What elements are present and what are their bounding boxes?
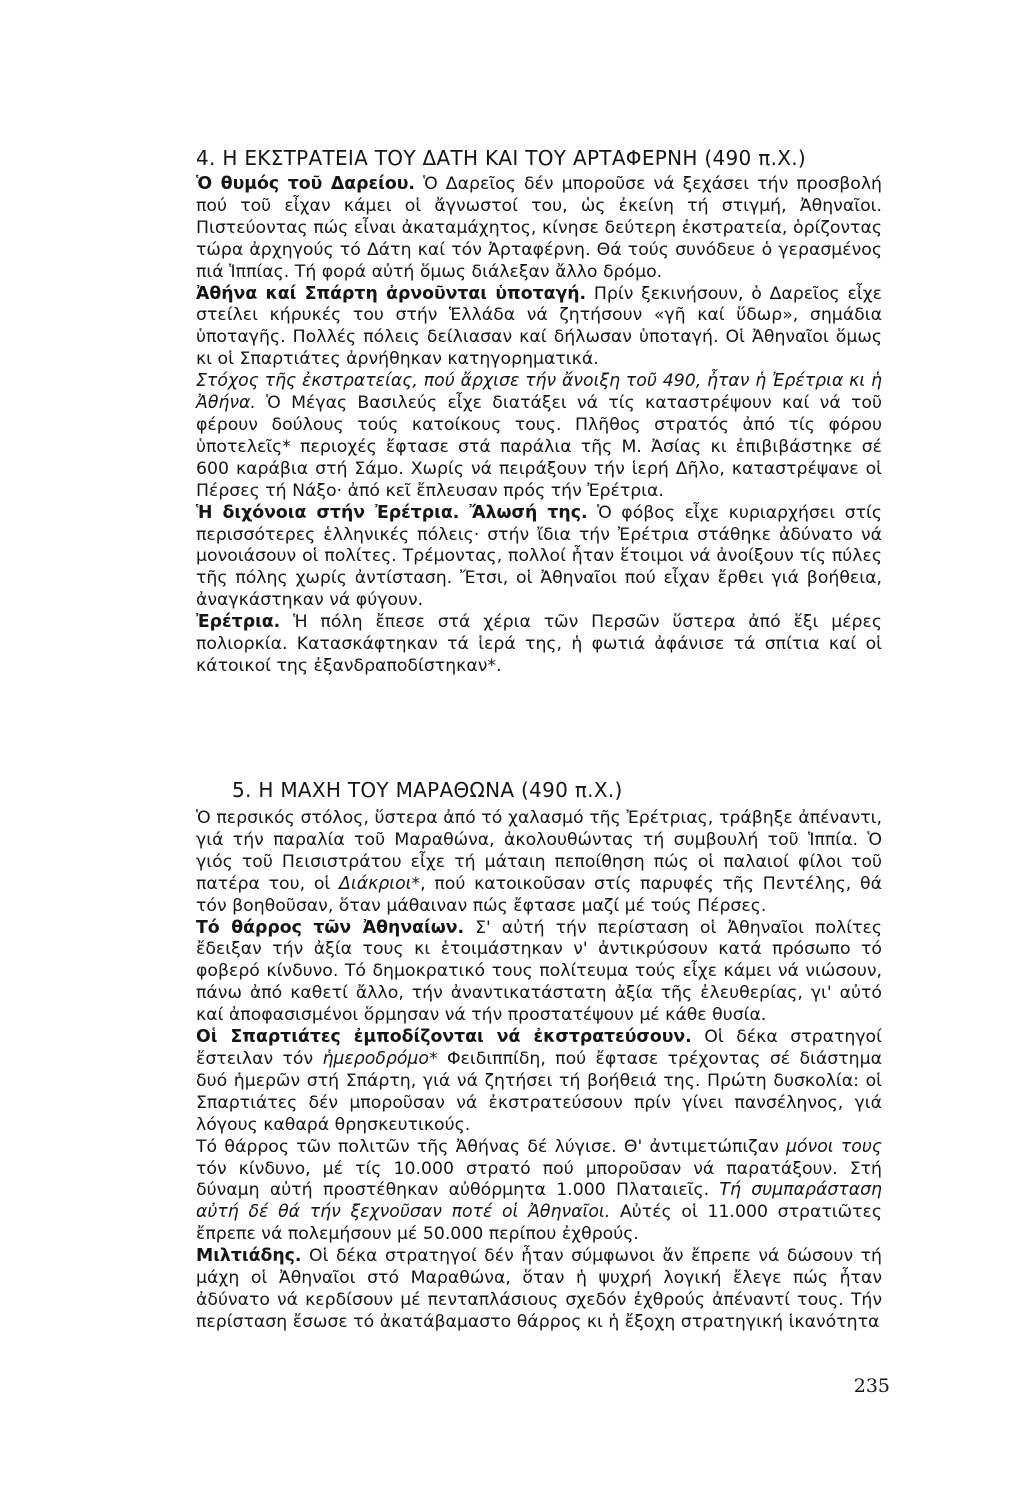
paragraph-lead: Μιλτιάδης. [196,1246,302,1267]
page-number: 235 [853,1375,890,1397]
paragraph-text: Πρίν ξεκινήσουν, ὁ Δαρεῖος εἶχε στείλει κήρυκές του στήν Ἑλλάδα νά ζητήσουν «γῆ καί ὕδωρ», σημάδια ὑποταγῆς. Πολλές πόλεις δείλιασαν καί δήλωσαν ὑποταγή. Οἱ Ἀθηναῖοι ὅμως κι οἱ Σπαρτιάτες ἀρνήθηκαν κατηγορηματικά. [196,283,883,370]
paragraph [196,918,882,1028]
paragraph-text: Ὁ Δαρεῖος δέν μποροῦσε νά ξεχάσει τήν προσβολή πού τοῦ εἶχαν κάμει οἱ ἄγνωστοί του, ὡς ἐκείνη τή στιγμή, Ἀθηναῖοι. Πιστεύοντας πώς εἶναι ἀκαταμάχητος, κίνησε δεύτερη ἐκστρατεία, ὁρίζοντας τώρα ἀρχηγούς τό Δάτη καί τόν Ἀρταφέρνη. Θά τούς συνόδευε ὁ γερασμένος πιά Ἱππίας. Τή φορά αὐτή ὅμως διάλεξαν ἄλλο δρόμο. [196,174,883,282]
paragraph-lead: Ἡ διχόνοια στήν Ἐρέτρια. Ἄλωσή της. [196,502,588,523]
section-5 [196,778,882,1334]
paragraph-italic: Στόχος τῆς ἐκστρατείας, πού ἄρχισε τήν ἄνοιξη τοῦ 490, ἦταν ἡ Ἐρέτρια κι ἡ Ἀθήνα. [196,371,882,414]
paragraph-italic: ἡμεροδρόμο* [322,1048,438,1069]
paragraph-lead: Ἀθήνα καί Σπάρτη ἀρνοῦνται ὑποταγή. [196,283,587,304]
paragraph [196,503,882,613]
section-5-heading: 5. Η ΜΑΧΗ ΤΟΥ ΜΑΡΑΘΩΝΑ (490 π.Χ.) [232,778,623,802]
section-4 [196,146,882,678]
paragraph-text: τόν κίνδυνο, μέ τίς 10.000 στρατό πού μποροῦσαν νά παρατάξουν. Στή δύναμη αὐτή προστέθηκαν αὐθόρμητα 1.000 Πλαταιεῖς. [196,1158,882,1201]
paragraph-italic: Διάκριοι* [339,873,421,894]
paragraph-text: Τό θάρρος τῶν πολιτῶν τῆς Ἀθήνας δέ λύγισε. Θ' ἀντιμετώπιζαν [196,1136,786,1157]
paragraph-text: Σ' αὐτή τήν περίσταση οἱ Ἀθηναῖοι πολίτες ἔδειξαν τήν ἀξία τους κι ἑτοιμάστηκαν ν' ἀντικρύσουν κατά πρόσωπο τό φοβερό κίνδυνο. Τό δημοκρατικό τους πολίτευμα τούς εἶχε κάμει νά νιώσουν, πάνω ἀπό καθετί ἄλλο, τήν ἀναντικατάστατη ἀξία τῆς ἐλευθερίας, γι' αὐτό καί ἀποφασισμένοι ὅρμησαν νά τήν προστατέψουν μέ κάθε θυσία. [196,917,882,1026]
paragraph-lead: Τό θάρρος τῶν Ἀθηναίων. [196,917,465,938]
paragraph [196,1137,882,1247]
paragraph-lead: Οἱ Σπαρτιάτες ἐμποδίζονται νά ἐκστρατεύσουν. [196,1027,692,1048]
paragraph-text: Οἱ δέκα στρατηγοί δέν ἦταν σύμφωνοι ἄν ἔπρεπε νά δώσουν τή μάχη οἱ Ἀθηναῖοι στό Μαραθώνα, ὅταν ἡ ψυχρή λογική ἔλεγε πώς ἦταν ἀδύνατο νά κερδίσουν μέ πενταπλάσιους σχεδόν ἐχθρούς ἀπέναντί τους. Τήν περίσταση ἔσωσε τό ἀκατάβαμαστο θάρρος κι ἡ ἔξοχη στρατηγική ἱκανότητα [196,1246,882,1332]
paragraph [196,1027,882,1137]
paragraph [196,371,882,502]
paragraph-text: Οἱ δέκα στρατηγοί ἔστειλαν τόν [196,1027,882,1069]
paragraph-text: Αὐτές οἱ 11.000 στρατιῶτες ἔπρεπε νά πολεμήσουν μέ 50.000 περίπου ἐχθρούς. [196,1202,882,1245]
paragraph [196,284,882,372]
paragraph-lead: Ὁ θυμός τοῦ Δαρείου. [196,174,415,194]
paragraph-italic: μόνοι τους [785,1136,882,1157]
paragraph-lead: Ἐρέτρια. [196,612,281,633]
paragraph-text: Ὁ φόβος εἶχε κυριαρχήσει στίς περισσότερες ἑλληνικές πόλεις· στήν ἴδια τήν Ἐρέτρια στάθηκε ἀδύνατο νά μονοιάσουν οἱ πολίτες. Τρέμοντας, πολλοί ἦταν ἕτοιμοι νά ἀνοίξουν τίς πύλες τῆς πόλης χωρίς ἀντίσταση. Ἔτσι, οἱ Ἀθηναῖοι πού εἶχαν ἔρθει γιά βοήθεια, ἀναγκάστηκαν νά φύγουν. [196,502,882,611]
paragraph-text: Φειδιππίδη, πού ἔφτασε τρέχοντας σέ διάστημα δυό ἡμερῶν στή Σπάρτη, γιά νά ζητήσει τή βοήθειά της. Πρώτη δυσκολία: οἱ Σπαρτιάτες δέν μποροῦσαν νά ἐκστρατεύσουν πρίν γίνει πανσέληνος, γιά λόγους καθαρά θρησκευτικούς. [196,1048,882,1135]
paragraph [196,174,882,284]
paragraph-italic: Τή συμπαράσταση αὐτή δέ θά τήν ξεχνοῦσαν ποτέ οἱ Ἀθηναῖοι. [196,1180,882,1223]
paragraph [196,612,882,678]
paragraph-text: , πού κατοικοῦσαν στίς παρυφές τῆς Πεντέλης, θά τόν βοηθοῦσαν, ὅταν μάθαιναν πώς ἔφτασε μαζί μέ τούς Πέρσες. [196,873,882,916]
section-4-heading: 4. Η ΕΚΣΤΡΑΤΕΙΑ ΤΟΥ ΔΑΤΗ ΚΑΙ ΤΟΥ ΑΡΤΑΦΕΡΝΗ (490 π.Χ.) [196,146,807,170]
paragraph-text: Ἡ πόλη ἔπεσε στά χέρια τῶν Περσῶν ὕστερα ἀπό ἕξι μέρες πολιορκία. Κατασκάφτηκαν τά ἱερά της, ἡ φωτιά ἀφάνισε τά σπίτια καί οἱ κάτοικοί της ἐξανδραποδίστηκαν*. [196,612,882,676]
paragraph-text: Ὁ Μέγας Βασιλεύς εἶχε διατάξει νά τίς καταστρέψουν καί νά τοῦ φέρουν δούλους τούς κατοίκους τους. Πλῆθος στρατός ἀπό τίς φόρου ὑποτελεῖς* περιοχές ἔφτασε στά παράλια τῆς Μ. Ἀσίας κι ἐπιβιβάστηκε σέ 600 καράβια στή Σάμο. Χωρίς νά πειράξουν τήν ἱερή Δῆλο, καταστρέψανε οἱ Πέρσες τή Νάξο· ἀπό κεῖ ἔπλευσαν πρός τήν Ἐρέτρια. [196,393,882,501]
paragraph [196,1246,882,1334]
paragraph [196,808,882,918]
paragraph-text: Ὁ περσικός στόλος, ὕστερα ἀπό τό χαλασμό τῆς Ἐρέτριας, τράβηξε ἀπέναντι, γιά τήν παραλία τοῦ Μαραθώνα, ἀκολουθώντας τή συμβουλή τοῦ Ἱππία. Ὁ γιός τοῦ Πεισιστράτου εἶχε τή μάταιη πεποίθηση πώς οἱ παλαιοί φίλοι τοῦ πατέρα του, οἱ [196,808,882,894]
